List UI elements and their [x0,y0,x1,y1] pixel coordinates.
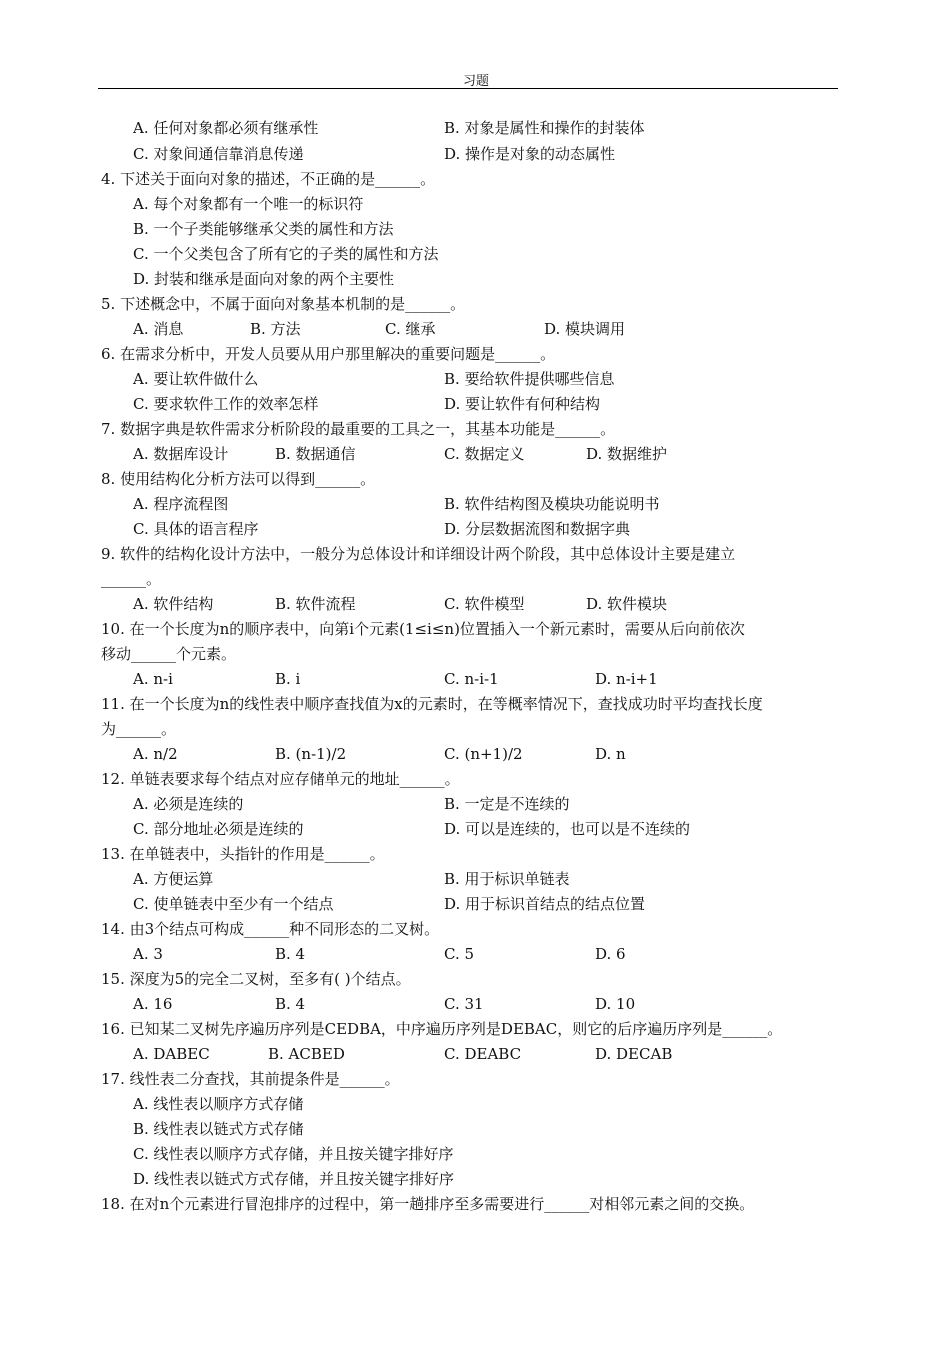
page-header-title: 习题 [462,74,489,89]
option-14d: D. 6 [595,945,626,963]
question-10-continuation: 移动______个元素。 [101,645,237,663]
option-6a: A. 要让软件做什么 [133,370,259,388]
option-3d: D. 操作是对象的动态属性 [444,145,616,163]
question-18: 18. 在对n个元素进行冒泡排序的过程中，第一趟排序至多需要进行______对相邻元素之间的交换。 [101,1195,755,1213]
option-7a: A. 数据库设计 [133,445,229,463]
question-12: 12. 单链表要求每个结点对应存储单元的地址______。 [101,770,460,788]
option-8a: A. 程序流程图 [133,495,229,513]
option-13a: A. 方便运算 [133,870,214,888]
question-11: 11. 在一个长度为n的线性表中顺序查找值为x的元素时，在等概率情况下，查找成功时平均查找长度 [101,695,763,713]
question-11-continuation: 为______。 [101,720,177,738]
option-11b: B. (n-1)/2 [275,745,347,763]
option-10c: C. n-i-1 [444,670,499,688]
option-9d: D. 软件模块 [586,595,668,613]
option-11c: C. (n+1)/2 [444,745,523,763]
question-10: 10. 在一个长度为n的顺序表中，向第i个元素(1≤i≤n)位置插入一个新元素时，需要从后向前依次 [101,620,745,638]
option-12a: A. 必须是连续的 [133,795,244,813]
option-12b: B. 一定是不连续的 [444,795,570,813]
option-15b: B. 4 [275,995,306,1013]
option-5a: A. 消息 [133,320,184,338]
option-13b: B. 用于标识单链表 [444,870,570,888]
option-12c: C. 部分地址必须是连续的 [133,820,304,838]
option-3a: A. 任何对象都必须有继承性 [133,119,319,137]
option-4c: C. 一个父类包含了所有它的子类的属性和方法 [133,245,439,263]
option-17b: B. 线性表以链式方式存储 [133,1120,304,1138]
option-3b: B. 对象是属性和操作的封装体 [444,119,645,137]
option-9b: B. 软件流程 [275,595,356,613]
option-8d: D. 分层数据流图和数据字典 [444,520,631,538]
option-15a: A. 16 [133,995,173,1013]
option-7b: B. 数据通信 [275,445,356,463]
option-10b: B. i [275,670,301,688]
option-13c: C. 使单链表中至少有一个结点 [133,895,334,913]
option-9c: C. 软件模型 [444,595,525,613]
question-7: 7. 数据字典是软件需求分析阶段的最重要的工具之一，其基本功能是______。 [101,420,616,438]
option-6c: C. 要求软件工作的效率怎样 [133,395,319,413]
option-17c: C. 线性表以顺序方式存储，并且按关键字排好序 [133,1145,454,1163]
option-8c: C. 具体的语言程序 [133,520,259,538]
question-15: 15. 深度为5的完全二叉树，至多有( )个结点。 [101,970,411,988]
option-17d: D. 线性表以链式方式存储，并且按关键字排好序 [133,1170,455,1188]
option-16d: D. DECAB [595,1045,673,1063]
header-rule [98,88,838,89]
option-8b: B. 软件结构图及模块功能说明书 [444,495,660,513]
option-17a: A. 线性表以顺序方式存储 [133,1095,304,1113]
question-17: 17. 线性表二分查找，其前提条件是______。 [101,1070,400,1088]
question-4: 4. 下述关于面向对象的描述，不正确的是______。 [101,170,436,188]
option-5b: B. 方法 [250,320,301,338]
option-15d: D. 10 [595,995,636,1013]
option-14b: B. 4 [275,945,306,963]
option-12d: D. 可以是连续的，也可以是不连续的 [444,820,691,838]
option-9a: A. 软件结构 [133,595,214,613]
option-7c: C. 数据定义 [444,445,525,463]
question-16: 16. 已知某二叉树先序遍历序列是CEDBA，中序遍历序列是DEBAC，则它的后序遍历序列是______。 [101,1020,783,1038]
question-9-continuation: ______。 [101,570,162,588]
option-4d: D. 封装和继承是面向对象的两个主要性 [133,270,395,288]
question-6: 6. 在需求分析中，开发人员要从用户那里解决的重要问题是______。 [101,345,556,363]
option-7d: D. 数据维护 [586,445,668,463]
option-4b: B. 一个子类能够继承父类的属性和方法 [133,220,394,238]
option-16b: B. ACBED [268,1045,345,1063]
option-5c: C. 继承 [385,320,436,338]
option-10d: D. n-i+1 [595,670,658,688]
question-5: 5. 下述概念中，不属于面向对象基本机制的是______。 [101,295,466,313]
option-15c: C. 31 [444,995,484,1013]
option-16c: C. DEABC [444,1045,522,1063]
option-10a: A. n-i [133,670,173,688]
option-5d: D. 模块调用 [544,320,626,338]
question-13: 13. 在单链表中，头指针的作用是______。 [101,845,385,863]
option-3c: C. 对象间通信靠消息传递 [133,145,304,163]
question-8: 8. 使用结构化分析方法可以得到______。 [101,470,376,488]
option-6b: B. 要给软件提供哪些信息 [444,370,615,388]
option-14c: C. 5 [444,945,475,963]
option-11a: A. n/2 [133,745,178,763]
question-9: 9. 软件的结构化设计方法中，一般分为总体设计和详细设计两个阶段，其中总体设计主要是建立 [101,545,736,563]
option-4a: A. 每个对象都有一个唯一的标识符 [133,195,364,213]
option-13d: D. 用于标识首结点的结点位置 [444,895,646,913]
option-11d: D. n [595,745,626,763]
option-16a: A. DABEC [133,1045,210,1063]
question-14: 14. 由3个结点可构成______种不同形态的二叉树。 [101,920,440,938]
option-6d: D. 要让软件有何种结构 [444,395,601,413]
option-14a: A. 3 [133,945,163,963]
